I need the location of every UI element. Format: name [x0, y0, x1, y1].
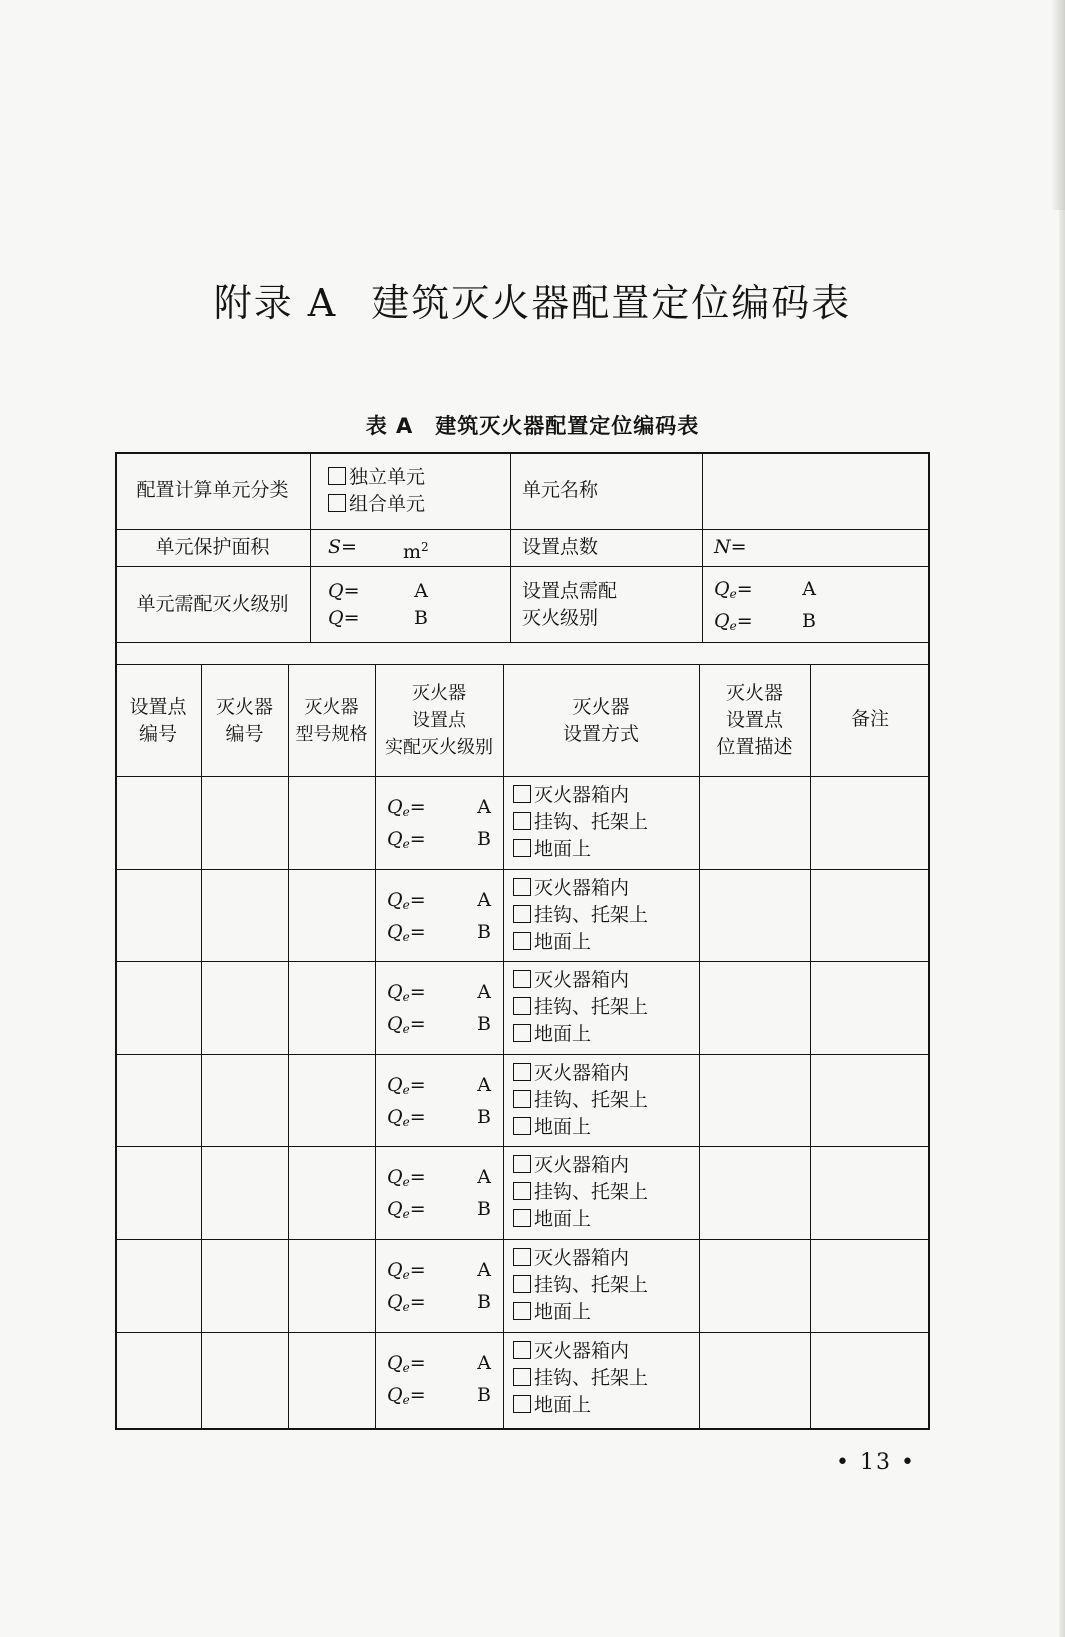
- table-title: 建筑灭火器配置定位编码表: [435, 414, 700, 438]
- q-sub: e: [402, 1268, 410, 1282]
- q-letter: Q: [387, 981, 403, 1004]
- q-letter: Q: [387, 1166, 403, 1189]
- qe-symbol: [387, 1104, 426, 1136]
- install-option-label: 灭火器箱内: [534, 876, 630, 899]
- qe-symbol: [387, 794, 426, 826]
- qe-symbol: [387, 1382, 426, 1414]
- area-unit-base: m: [403, 541, 422, 563]
- q-sub: e: [402, 1392, 410, 1407]
- table-caption: [0, 410, 1065, 440]
- install-option-label: 地面上: [534, 1393, 592, 1416]
- install-option: [513, 809, 697, 836]
- class-a-label: A: [477, 888, 491, 911]
- install-option: [513, 1365, 697, 1392]
- qe-a-row: [387, 1072, 491, 1104]
- install-option: [513, 1392, 697, 1419]
- install-option-label: 挂钩、托架上: [534, 1274, 649, 1296]
- class-b-label: B: [477, 1291, 491, 1313]
- col-header-install-method: [503, 694, 699, 748]
- qe-symbol: [387, 1350, 426, 1382]
- q-sub: e: [402, 897, 410, 912]
- install-method-cell: [513, 1338, 697, 1419]
- row-rule: [115, 1146, 930, 1147]
- col-header-remarks: [810, 706, 930, 733]
- install-method-cell: [513, 967, 697, 1048]
- q-symbol: Q=: [328, 607, 360, 629]
- install-option-label: 灭火器箱内: [534, 1061, 630, 1084]
- install-option: [513, 1206, 697, 1233]
- install-option-label: 地面上: [534, 930, 592, 953]
- qe-b-row: [387, 826, 491, 858]
- checkbox-icon: [328, 467, 346, 485]
- unit-name-label: 单元名称: [522, 479, 599, 501]
- actual-rating-cell: [387, 794, 491, 858]
- class-b-label: B: [414, 607, 428, 629]
- checkbox-icon: [513, 812, 531, 830]
- q-letter: Q: [387, 796, 403, 818]
- rule: [310, 452, 311, 642]
- checkbox-icon: [513, 970, 531, 988]
- checkbox-icon: [328, 494, 346, 512]
- checkbox-icon: [513, 932, 531, 950]
- install-option-label: 灭火器箱内: [534, 1247, 630, 1269]
- install-option-label: 灭火器箱内: [534, 784, 630, 806]
- install-option: [513, 1245, 697, 1272]
- actual-rating-cell: [387, 1350, 491, 1414]
- class-a-label: A: [414, 580, 428, 602]
- checkbox-icon: [513, 839, 531, 857]
- area-label: 单元保护面积: [155, 536, 270, 558]
- eq: =: [409, 796, 426, 818]
- class-b-label: B: [477, 1105, 491, 1128]
- col-header-line: 设置点: [725, 709, 783, 731]
- eq: =: [736, 610, 753, 632]
- eq: =: [409, 1105, 426, 1128]
- area-symbol: S=: [328, 536, 357, 558]
- rule: [115, 664, 930, 665]
- install-option: [513, 836, 697, 863]
- q-sub: e: [402, 1114, 410, 1129]
- eq: =: [409, 1073, 426, 1096]
- row-rule: [115, 961, 930, 962]
- install-option-label: 灭火器箱内: [534, 969, 630, 992]
- q-sub: e: [402, 1360, 410, 1375]
- class-a-label: A: [477, 1166, 491, 1189]
- checkbox-icon: [513, 1209, 531, 1227]
- q-sub: e: [402, 1022, 410, 1037]
- q-sub: e: [402, 1300, 410, 1314]
- install-option: [513, 1114, 697, 1141]
- q-sub: e: [402, 837, 410, 851]
- rule: [928, 452, 930, 1430]
- q-letter: Q: [387, 1383, 403, 1406]
- checkbox-icon: [513, 1395, 531, 1413]
- q-letter: Q: [387, 1073, 403, 1096]
- qe-symbol: [387, 826, 426, 858]
- checkbox-icon: [513, 1117, 531, 1135]
- required-q-a: [328, 578, 428, 605]
- eq: =: [409, 1291, 426, 1313]
- install-option: [513, 1152, 697, 1179]
- qe-symbol: [387, 1289, 426, 1321]
- rule: [115, 529, 930, 530]
- checkbox-icon: [513, 878, 531, 896]
- checkbox-icon: [513, 1248, 531, 1266]
- q-letter: Q: [387, 828, 403, 850]
- col-header-line: 灭火器: [412, 683, 466, 704]
- unit-type-option-combined: [328, 491, 508, 518]
- appendix-title: [0, 272, 1065, 327]
- install-option: [513, 1299, 697, 1326]
- install-option: [513, 1338, 697, 1365]
- rule: [375, 664, 376, 1430]
- checkbox-icon: [513, 1302, 531, 1320]
- install-method-cell: [513, 1245, 697, 1326]
- rule: [702, 452, 703, 642]
- rule: [503, 664, 504, 1430]
- actual-rating-cell: [387, 979, 491, 1043]
- rule: [115, 642, 930, 643]
- option-label: 组合单元: [349, 493, 426, 515]
- col-header-line: 位置描述: [716, 736, 793, 758]
- checkbox-icon: [513, 1024, 531, 1042]
- actual-rating-cell: [387, 1164, 491, 1228]
- appendix-title-text: 建筑灭火器配置定位编码表: [371, 281, 852, 325]
- qe-b-row: [387, 1382, 491, 1414]
- q-letter: Q: [387, 888, 403, 911]
- q-sub: e: [402, 929, 410, 944]
- qe-b-row: [387, 919, 491, 951]
- q-letter: Q: [387, 1291, 403, 1313]
- install-method-cell: [513, 782, 697, 863]
- qe-symbol: [387, 1257, 426, 1289]
- col-header-line: 设置点: [412, 710, 466, 731]
- eq: =: [409, 1166, 426, 1189]
- qe-b-row: [387, 1104, 491, 1136]
- qe-a-row: [387, 979, 491, 1011]
- install-option-label: 挂钩、托架上: [534, 1088, 649, 1111]
- q-sub: e: [402, 990, 410, 1005]
- col-header-line: 设置方式: [562, 723, 639, 745]
- point-required-label-line2: 灭火级别: [522, 607, 599, 629]
- col-header-line: 编号: [138, 723, 177, 745]
- q-letter: Q: [387, 920, 403, 943]
- class-a-label: A: [477, 1351, 491, 1374]
- q-sub: e: [402, 805, 410, 819]
- qe-a-row: [387, 794, 491, 826]
- checkbox-icon: [513, 1063, 531, 1081]
- eq: =: [409, 828, 426, 850]
- install-option-label: 地面上: [534, 838, 592, 860]
- install-option-label: 地面上: [534, 1023, 592, 1046]
- class-b-label: B: [477, 1013, 491, 1036]
- rule: [115, 452, 930, 454]
- class-a-label: A: [477, 796, 491, 818]
- rule: [201, 664, 202, 1430]
- q-letter: Q: [387, 1351, 403, 1374]
- rule: [810, 664, 811, 1430]
- rule: [115, 1428, 930, 1430]
- col-header-line: 备注: [850, 708, 889, 730]
- row-rule: [115, 1054, 930, 1055]
- col-header-line: 灭火器: [215, 696, 273, 718]
- install-option-label: 挂钩、托架上: [534, 1181, 649, 1204]
- install-option: [513, 875, 697, 902]
- install-option: [513, 994, 697, 1021]
- points-symbol: N=: [714, 536, 747, 558]
- eq: =: [409, 888, 426, 911]
- q-sub: e: [729, 587, 737, 601]
- required-rating-label: 单元需配灭火级别: [136, 593, 289, 615]
- checkbox-icon: [513, 1155, 531, 1173]
- class-b-label: B: [477, 920, 491, 943]
- qe-symbol: [387, 919, 426, 951]
- qe-symbol: [714, 608, 753, 640]
- qe-symbol: [714, 576, 753, 608]
- unit-type-label: 配置计算单元分类: [136, 479, 289, 501]
- actual-rating-cell: [387, 1072, 491, 1136]
- col-header-line: 型号规格: [295, 724, 368, 745]
- qe-a-row: [387, 1164, 491, 1196]
- rule: [699, 664, 700, 1430]
- q-letter: Q: [387, 1259, 403, 1281]
- checkbox-icon: [513, 1368, 531, 1386]
- area-unit-exponent: 2: [421, 540, 429, 554]
- col-header-line: 灭火器: [572, 696, 630, 718]
- checkbox-icon: [513, 1275, 531, 1293]
- point-required-qe-a: [714, 576, 816, 608]
- q-sub: e: [402, 1082, 410, 1097]
- checkbox-icon: [513, 1090, 531, 1108]
- install-option: [513, 782, 697, 809]
- row-rule: [115, 1332, 930, 1333]
- page-edge-shadow: [1059, 0, 1065, 1637]
- eq: =: [409, 1198, 426, 1221]
- rule: [115, 776, 930, 777]
- qe-symbol: [387, 1164, 426, 1196]
- area-unit: [403, 534, 429, 566]
- class-a-label: A: [477, 1073, 491, 1096]
- row-rule: [115, 869, 930, 870]
- class-b-label: B: [477, 1383, 491, 1406]
- install-option: [513, 929, 697, 956]
- point-required-label-line1: 设置点需配: [522, 580, 618, 602]
- qe-a-row: [387, 887, 491, 919]
- point-required-qe-b: [714, 608, 816, 640]
- rule: [510, 452, 511, 642]
- option-label: 独立单元: [349, 466, 426, 488]
- point-required-values: [714, 576, 816, 640]
- qe-b-row: [387, 1196, 491, 1228]
- q-letter: Q: [387, 1198, 403, 1221]
- table-label: 表 A: [365, 414, 414, 438]
- actual-rating-cell: [387, 1257, 491, 1321]
- install-method-cell: [513, 1060, 697, 1141]
- col-header-line: 实配灭火级别: [385, 737, 493, 758]
- class-b-label: B: [477, 828, 491, 850]
- checkbox-icon: [513, 1182, 531, 1200]
- install-option-label: 灭火器箱内: [534, 1154, 630, 1177]
- qe-symbol: [387, 1196, 426, 1228]
- q-letter: Q: [714, 610, 730, 632]
- checkbox-icon: [513, 997, 531, 1015]
- eq: =: [409, 920, 426, 943]
- q-letter: Q: [387, 1013, 403, 1036]
- install-option-label: 挂钩、托架上: [534, 811, 649, 833]
- row-rule: [115, 1239, 930, 1240]
- col-header-line: 设置点: [129, 696, 187, 718]
- page-edge-mark: [1051, 0, 1065, 210]
- eq: =: [409, 1013, 426, 1036]
- class-a-label: A: [477, 981, 491, 1004]
- col-header-extinguisher-no: [201, 694, 288, 748]
- qe-symbol: [387, 1072, 426, 1104]
- page-number: • 13 •: [836, 1450, 916, 1475]
- col-header-line: 灭火器: [725, 682, 783, 704]
- qe-a-row: [387, 1350, 491, 1382]
- location-code-form: [115, 452, 930, 1430]
- eq: =: [409, 1383, 426, 1406]
- actual-rating-cell: [387, 887, 491, 951]
- install-option: [513, 1021, 697, 1048]
- required-q-b: [328, 605, 428, 632]
- class-b-label: B: [477, 1198, 491, 1221]
- col-header-line: 编号: [225, 723, 264, 745]
- install-method-cell: [513, 875, 697, 956]
- eq: =: [409, 1259, 426, 1281]
- checkbox-icon: [513, 1341, 531, 1359]
- class-b-label: B: [802, 610, 816, 632]
- q-letter: Q: [387, 1105, 403, 1128]
- install-option: [513, 1272, 697, 1299]
- class-a-label: A: [802, 578, 816, 600]
- point-required-label: [522, 578, 617, 632]
- checkbox-icon: [513, 785, 531, 803]
- install-option-label: 挂钩、托架上: [534, 903, 649, 926]
- install-method-cell: [513, 1152, 697, 1233]
- unit-type-options: [328, 464, 508, 518]
- install-option: [513, 967, 697, 994]
- qe-b-row: [387, 1011, 491, 1043]
- q-sub: e: [402, 1175, 410, 1190]
- install-option-label: 地面上: [534, 1208, 592, 1231]
- eq: =: [409, 1351, 426, 1374]
- checkbox-icon: [513, 905, 531, 923]
- appendix-label: 附录 A: [213, 281, 338, 325]
- install-option: [513, 1060, 697, 1087]
- install-option: [513, 902, 697, 929]
- points-label: 设置点数: [522, 536, 599, 558]
- install-option-label: 挂钩、托架上: [534, 1366, 649, 1389]
- q-sub: e: [402, 1207, 410, 1222]
- class-a-label: A: [477, 1259, 491, 1281]
- install-option: [513, 1087, 697, 1114]
- install-option-label: 地面上: [534, 1301, 592, 1323]
- eq: =: [736, 578, 753, 600]
- col-header-actual-rating: [375, 680, 503, 761]
- rule: [115, 566, 930, 567]
- qe-symbol: [387, 979, 426, 1011]
- eq: =: [409, 981, 426, 1004]
- col-header-line: 灭火器: [304, 697, 359, 718]
- required-rating-values: [328, 578, 428, 632]
- q-sub: e: [729, 619, 737, 633]
- install-option-label: 地面上: [534, 1115, 592, 1138]
- qe-a-row: [387, 1257, 491, 1289]
- install-option-label: 挂钩、托架上: [534, 996, 649, 1019]
- install-option: [513, 1179, 697, 1206]
- install-option-label: 灭火器箱内: [534, 1339, 630, 1362]
- qe-symbol: [387, 887, 426, 919]
- rule: [288, 664, 289, 1430]
- col-header-model: [288, 694, 375, 748]
- q-symbol: Q=: [328, 580, 360, 602]
- col-header-point-no: [115, 694, 201, 748]
- unit-type-option-independent: [328, 464, 508, 491]
- qe-b-row: [387, 1289, 491, 1321]
- qe-symbol: [387, 1011, 426, 1043]
- col-header-location-desc: [699, 680, 810, 761]
- q-letter: Q: [714, 578, 730, 600]
